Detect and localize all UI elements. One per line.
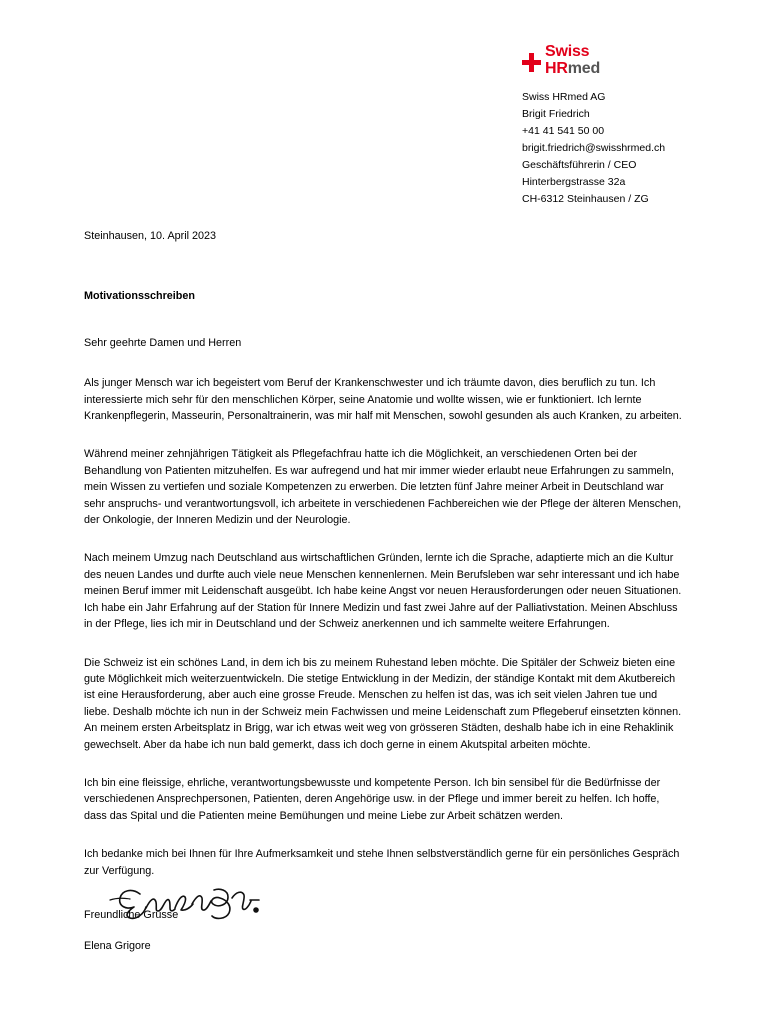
sender-line: Swiss HRmed AG [522, 91, 606, 103]
sender-line: +41 41 541 50 00 [522, 125, 605, 137]
sender-line: CH-6312 Steinhausen / ZG [522, 193, 649, 205]
logo-wordmark [545, 44, 600, 77]
sender-line: Brigit Friedrich [522, 108, 590, 120]
sender-line: Hinterbergstrasse 32a [522, 176, 626, 188]
swiss-cross-icon [522, 53, 541, 72]
paragraph: Die Schweiz ist ein schönes Land, in dem ich bis zu meinem Ruhestand leben möchte. Die Spitäler der Schweiz bieten eine gute Möglichkeit mich weiterzuentwickeln. Die stetige Entwicklung in der Medizin, der ständige Kontakt mit dem Akutbereich ist eine Herausforderung, aber auch eine grosse Freude. Menschen zu helfen ist das, was ich seit vielen Jahren tue und liebe. Deshalb möchte ich nun in der Schweiz mein Fachwissen und meine Leidenschaft zum Pflegeberuf einsetzten können. An meinem ersten Arbeitsplatz in Brigg, war ich etwas weit weg von grösseren Städten, deshalb habe ich in eine Rehaklinik gewechselt. Aber da habe ich nun bald gemerkt, dass ich doch gerne in einem Akutspital arbeiten möchte. [84, 656, 682, 751]
salutation: Sehr geehrte Damen und Herren [84, 336, 242, 349]
logo-med-part: med [567, 60, 601, 77]
letter-body [84, 228, 684, 923]
letterhead [522, 44, 722, 208]
handwritten-signature-icon [66, 880, 286, 924]
sender-line: Geschäftsführerin / CEO [522, 159, 637, 171]
paragraph: Ich bin eine fleissige, ehrliche, verantwortungsbewusste und kompetente Person. Ich bin sensibel für die Bedürfnisse der verschiedenen Ansprechpersonen, Patienten, deren Angehörige usw. in der Pflege und immer bereit zu helfen. Ich hoffe, dass das Spital und die Patienten meine Bemühungen und meine Liebe zur Arbeit schätzen werden. [84, 776, 661, 822]
signer-name: Elena Grigore [84, 940, 151, 952]
paragraph: Ich bedanke mich bei Ihnen für Ihre Aufmerksamkeit und stehe Ihnen selbstverständlich gerne für ein persönliches Gespräch zur Verfügung. [84, 848, 680, 877]
logo-line-hrmed [545, 61, 600, 77]
letter-subject: Motivationsschreiben [84, 290, 195, 303]
paragraph: Während meiner zehnjährigen Tätigkeit als Pflegefachfrau hatte ich die Möglichkeit, an verschiedenen Orten bei der Behandlung von Patienten mitzuhelfen. Es war aufregend und hat mir immer wieder erlaubt neue Erfahrungen zu sammeln, mein Wissen zu vertiefen und soziale Kompetenzen zu erwerben. Die letzten fünf Jahre meiner Arbeit in Deutschland war sehr anspruchs- und verantwortungsvoll, ich arbeitete in verschiedenen Fachbereichen wie der Pflege der älteren Menschen, der Onkologie, der Inneren Medizin und der Neurologie. [84, 448, 682, 527]
paragraph: Nach meinem Umzug nach Deutschland aus wirtschaftlichen Gründen, lernte ich die Sprache, adaptierte mich an die Kultur des neuen Landes und durfte auch viele neue Menschen kennenlernen. Mein Berufsleben war sehr interessant und ich habe meinen Beruf immer mit Leidenschaft ausgeübt. Ich habe keine Angst vor neuen Herausforderungen oder neuen Situationen. Ich habe ein Jahr Erfahrung auf der Station für Innere Medizin und fast zwei Jahre auf der Palliativstation. Meinen Abschluss in der Pflege, lies ich mir in Deutschland und der Schweiz anerkennen und ich sammelte weitere Erfahrungen. [84, 552, 682, 631]
place-and-date: Steinhausen, 10. April 2023 [84, 230, 217, 242]
logo-line-swiss: Swiss [545, 43, 590, 60]
signature-area [84, 880, 484, 952]
logo-hr-part: HR [545, 60, 568, 77]
paragraph: Als junger Mensch war ich begeistert vom Beruf der Krankenschwester und ich träumte davon, dies beruflich zu tun. Ich interessierte mich sehr für den menschlichen Körper, seine Anatomie und wollte wissen, wie er funktioniert. Ich lernte Krankenpflegerin, Masseurin, Personaltrainerin, was mir half mit Menschen, sowohl gesunden als auch Kranken, zu arbeiten. [84, 377, 682, 423]
sender-address-block [522, 89, 722, 208]
sender-line: brigit.friedrich@swisshrmed.ch [522, 142, 666, 154]
closing-phrase: Freundliche Grüsse [84, 908, 179, 921]
company-logo [522, 44, 722, 77]
